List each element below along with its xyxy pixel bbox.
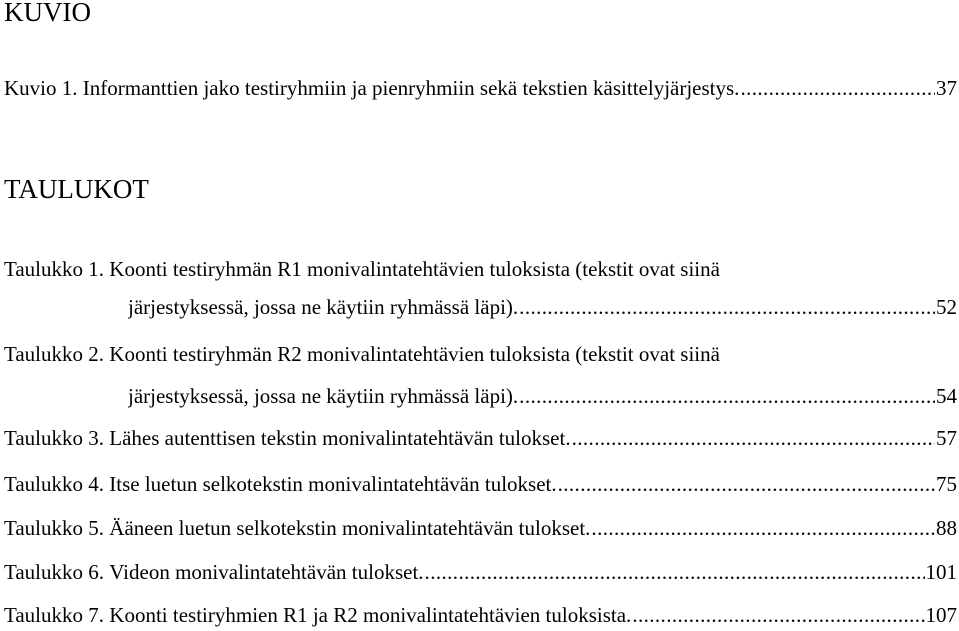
dot-leader bbox=[519, 382, 935, 410]
entry-label: Taulukko 1. bbox=[4, 257, 105, 281]
figures-heading: KUVIO bbox=[4, 0, 91, 27]
entry-text: Itse luetun selkotekstin monivalintatehtävän tulokset. bbox=[109, 472, 557, 496]
entry-text: Koonti testiryhmien R1 ja R2 monivalintatehtävien tuloksista. bbox=[109, 603, 632, 627]
page-number: 57 bbox=[936, 426, 957, 450]
dot-leader bbox=[425, 558, 925, 586]
page-number: 88 bbox=[936, 516, 957, 540]
toc-entry-table-3[interactable] bbox=[4, 424, 957, 452]
entry-label: Taulukko 2. bbox=[4, 342, 105, 366]
dot-leader bbox=[572, 424, 935, 452]
toc-entry-table-6[interactable] bbox=[4, 558, 957, 586]
dot-leader bbox=[519, 293, 935, 321]
toc-entry-table-5[interactable] bbox=[4, 514, 957, 542]
toc-entry-table-7[interactable] bbox=[4, 601, 957, 629]
entry-label: Taulukko 7. bbox=[4, 603, 105, 627]
entry-text: järjestyksessä, jossa ne käytiin ryhmässä läpi). bbox=[128, 384, 519, 408]
page-number: 37 bbox=[936, 76, 957, 100]
dot-leader bbox=[591, 514, 935, 542]
toc-entry-table-1[interactable] bbox=[4, 255, 957, 283]
tables-heading: TAULUKOT bbox=[4, 174, 149, 204]
dot-leader bbox=[740, 74, 935, 102]
page-number: 54 bbox=[936, 384, 957, 408]
entry-text: Koonti testiryhmän R1 monivalintatehtävien tuloksista (tekstit ovat siinä bbox=[109, 257, 720, 281]
dot-leader bbox=[558, 470, 935, 498]
entry-text: Ääneen luetun selkotekstin monivalintatehtävän tulokset. bbox=[109, 516, 591, 540]
page-number: 52 bbox=[936, 295, 957, 319]
entry-label: Kuvio 1. bbox=[4, 76, 78, 100]
entry-label: Taulukko 4. bbox=[4, 472, 105, 496]
toc-entry-table-2-cont[interactable] bbox=[128, 382, 957, 410]
dot-leader bbox=[632, 601, 924, 629]
entry-label: Taulukko 6. bbox=[4, 560, 105, 584]
toc-entry-table-2[interactable] bbox=[4, 340, 957, 368]
page-number: 101 bbox=[925, 560, 957, 584]
entry-text: Videon monivalintatehtävän tulokset. bbox=[109, 560, 424, 584]
entry-text: järjestyksessä, jossa ne käytiin ryhmässä läpi). bbox=[128, 295, 519, 319]
entry-text: Koonti testiryhmän R2 monivalintatehtävien tuloksista (tekstit ovat siinä bbox=[109, 342, 720, 366]
page-number: 107 bbox=[925, 603, 957, 627]
entry-label: Taulukko 5. bbox=[4, 516, 105, 540]
toc-entry-table-4[interactable] bbox=[4, 470, 957, 498]
entry-label: Taulukko 3. bbox=[4, 426, 105, 450]
toc-entry-figure-1[interactable] bbox=[4, 74, 957, 102]
toc-entry-table-1-cont[interactable] bbox=[128, 293, 957, 321]
entry-text: Informanttien jako testiryhmiin ja pienryhmiin sekä tekstien käsittelyjärjestys. bbox=[82, 76, 740, 100]
page-number: 75 bbox=[936, 472, 957, 496]
entry-text: Lähes autenttisen tekstin monivalintatehtävän tulokset. bbox=[109, 426, 571, 450]
